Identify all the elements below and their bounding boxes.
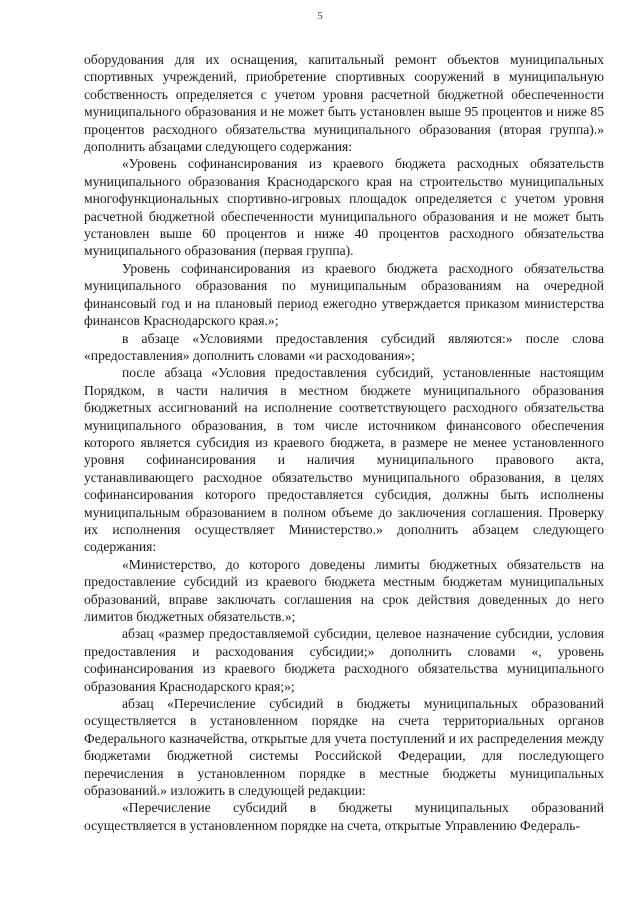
paragraph-9: «Перечисление субсидий в бюджеты муниципальных образований осуществляется в установленном порядке на счета, открытые Управлению Федераль- [84,800,604,833]
paragraph-8: абзац «Перечисление субсидий в бюджеты муниципальных образований осуществляется в установленном порядке на счета территориальных органов Федерального казначейства, открытые для учета поступлений и их распределения между бюджетами бюджетной системы Российской Федерации, для последующего перечисления в установленном порядке в местные бюджеты муниципальных образований.» изложить в следующей редакции: [84,696,604,799]
paragraph-5: после абзаца «Условия предоставления субсидий, установленные настоящим Порядком, в части наличия в местном бюджете муниципального образования бюджетных ассигнований на исполнение соответствующего расходного обязательства муниципального образования, в том числе источником финансового обеспечения которого является субсидия из краевого бюджета, в размере не менее установленного уровня софинансирования и наличия муниципального правового акта, устанавливающего расходное обязательство муниципального образования, в целях софинансирования которого предоставляется субсидия, должны быть исполнены муниципальным образованием в полном объеме до заключения соглашения. Проверку их исполнения осуществляет Министерство.» дополнить абзацем следующего содержания: [84,365,604,555]
page-number: 5 [317,10,323,22]
paragraph-3: Уровень софинансирования из краевого бюджета расходного обязательства муниципального образования по муниципальным образованиям на очередной финансовый год и на плановый период ежегодно утверждается приказом министерства финансов Краснодарского края.»; [84,260,604,329]
paragraph-6: «Министерство, до которого доведены лимиты бюджетных обязательств на предоставление субсидий из краевого бюджета местным бюджетам муниципальных образований, вправе заключать соглашения на срок действия доведенных до него лимитов бюджетных обязательств.»; [84,556,604,624]
document-body [84,51,604,834]
paragraph-7: абзац «размер предоставляемой субсидии, целевое назначение субсидии, условия предоставления и расходования субсидии;» дополнить словами «, уровень софинансирования из краевого бюджета расходного обязательства муниципального образования Краснодарского края;»; [84,626,604,694]
paragraph-2: «Уровень софинансирования из краевого бюджета расходных обязательств муниципального образования Краснодарского края на строительство муниципальных многофункциональных спортивно-игровых площадок определяется с учетом уровня расчетной бюджетной обеспеченности муниципального образования и не может быть установлен выше 60 процентов и ниже 40 процентов расходного обязательства муниципального образования (первая группа). [84,156,604,259]
paragraph-4: в абзаце «Условиями предоставления субсидий являются:» после слова «предоставления» дополнить словами «и расходования»; [84,330,604,363]
paragraph-1: оборудования для их оснащения, капитальный ремонт объектов муниципальных спортивных учреждений, приобретение спортивных сооружений в муниципальную собственность определяется с учетом уровня расчетной бюджетной обеспеченности муниципального образования и не может быть установлен выше 95 процентов и ниже 85 процентов расходного обязательства муниципального образования (вторая группа).» дополнить абзацами следующего содержания: [84,52,604,155]
